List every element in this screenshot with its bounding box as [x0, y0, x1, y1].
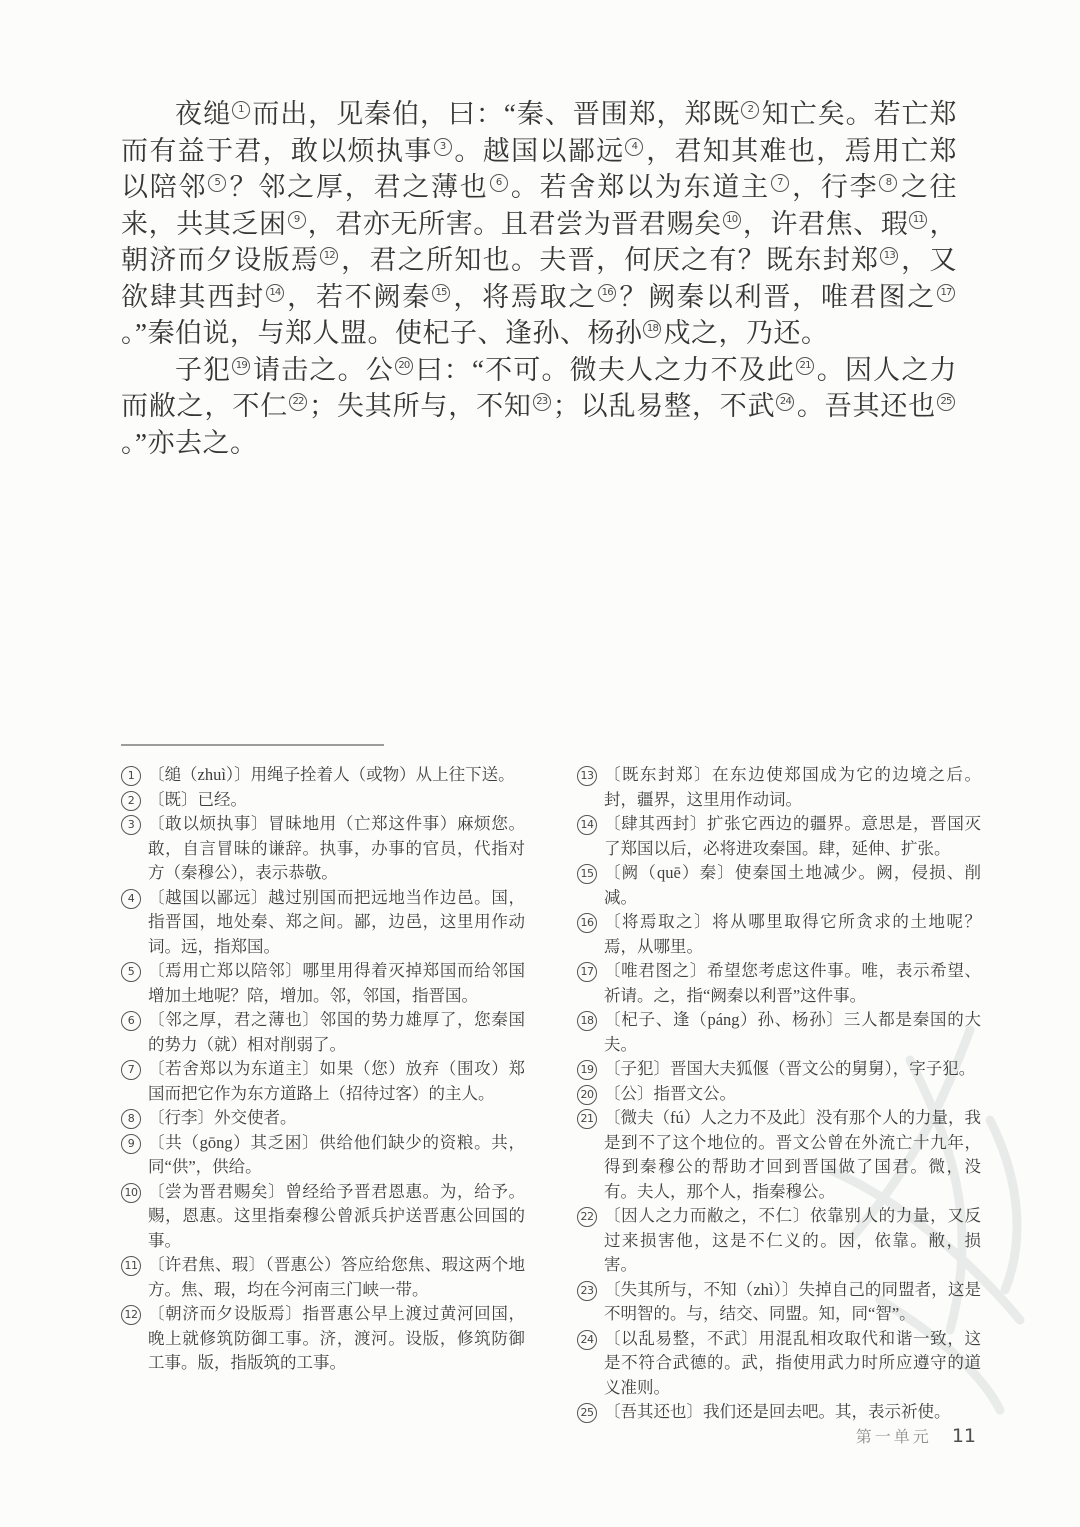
footnote-item — [121, 1057, 525, 1106]
note-ref: 18 — [643, 320, 661, 338]
text-run: 。若舍郑以为东道主 — [509, 172, 770, 202]
note-ref: 17 — [937, 284, 955, 302]
main-text-paragraph — [121, 96, 957, 352]
footnote-number: 14 — [577, 815, 597, 835]
note-ref: 2 — [741, 101, 759, 119]
note-ref: 7 — [771, 174, 789, 192]
footnote-item — [577, 1400, 981, 1425]
footnote-number: 8 — [121, 1109, 141, 1129]
footnote-text: 〔杞子、逢（páng）孙、杨孙〕三人都是秦国的大夫。 — [604, 1010, 981, 1054]
note-ref: 11 — [909, 211, 927, 229]
text-run: 夜缒 — [175, 99, 231, 129]
text-run: 。越国以鄙远 — [453, 135, 625, 166]
text-run: ，朝济而夕设版焉 — [121, 208, 958, 275]
note-ref: 21 — [796, 357, 814, 375]
footnote-text: 〔肆其西封〕扩张它西边的疆界。意思是，晋国灭了郑国以后，必将进攻秦国。肆，延伸、扩张。 — [604, 814, 981, 858]
footnote-number: 17 — [577, 962, 597, 982]
footnote-text: 〔失其所与，不知（zhì）〕失掉自己的同盟者，这是不明智的。与，结交、同盟。知，同“智”。 — [604, 1279, 981, 1323]
footnote-number: 4 — [121, 889, 141, 909]
footnote-item — [121, 1106, 525, 1131]
footnote-text: 〔行李〕外交使者。 — [148, 1108, 297, 1127]
footnote-number: 23 — [577, 1281, 597, 1301]
unit-label: 第一单元 — [855, 1429, 932, 1446]
text-run: 。”亦去之。 — [121, 427, 258, 458]
footnote-item — [121, 1302, 525, 1376]
note-ref: 12 — [320, 247, 338, 265]
text-run: ，若不阙秦 — [285, 281, 432, 312]
footnote-number: 1 — [121, 766, 141, 786]
footnote-text: 〔焉用亡郑以陪邻〕哪里用得着灭掉郑国而给邻国增加土地呢？陪，增加。邻，邻国，指晋国。 — [148, 961, 525, 1005]
text-run: ，许君焦、瑕 — [742, 208, 909, 239]
footnote-number: 15 — [577, 864, 597, 884]
footnote-number: 25 — [577, 1403, 597, 1423]
text-run: 请击之。公 — [252, 354, 394, 385]
footnote-number: 7 — [121, 1060, 141, 1080]
text-run: ，行李 — [790, 172, 879, 202]
footnote-text: 〔敢以烦执事〕冒昧地用（亡郑这件事）麻烦您。敢，自言冒昧的谦辞。执事，办事的官员，代指对方（秦穆公），表示恭敬。 — [148, 814, 525, 882]
footnote-column-left — [121, 763, 525, 1425]
footnote-item — [121, 763, 525, 788]
footnote-number: 19 — [577, 1060, 597, 1080]
footnote-number: 11 — [121, 1256, 141, 1276]
footnote-number: 21 — [577, 1109, 597, 1129]
footnote-text: 〔许君焦、瑕〕（晋惠公）答应给您焦、瑕这两个地方。焦、瑕，均在今河南三门峡一带。 — [148, 1255, 525, 1299]
main-text-paragraph — [121, 352, 957, 462]
footnote-text: 〔既东封郑〕在东边使郑国成为它的边境之后。封，疆界，这里用作动词。 — [604, 765, 981, 809]
footnote-text: 〔以乱易整，不武〕用混乱相攻取代和谐一致，这是不符合武德的。武，指使用武力时所应遵守的道义准则。 — [604, 1328, 981, 1397]
footnote-text: 〔唯君图之〕希望您考虑这件事。唯，表示希望、祈请。之，指“阙秦以利晋”这件事。 — [604, 961, 981, 1005]
page-number: 11 — [951, 1425, 976, 1447]
note-ref: 25 — [937, 393, 955, 411]
footnote-text: 〔既〕已经。 — [148, 789, 247, 809]
footnote-item — [121, 812, 525, 886]
footnote-text: 〔吾其还也〕我们还是回去吧。其，表示祈使。 — [604, 1402, 951, 1421]
text-run: 知亡矣。若亡郑而有益于君，敢以烦执事 — [121, 99, 958, 166]
note-ref: 5 — [208, 174, 226, 192]
note-ref: 16 — [598, 284, 616, 302]
footnote-text: 〔将焉取之〕将从哪里取得它所贪求的土地呢？焉，从哪里。 — [604, 912, 981, 956]
footnote-number: 6 — [121, 1011, 141, 1031]
page-footer — [856, 1424, 976, 1447]
footnote-item — [577, 1278, 981, 1327]
footnote-number: 20 — [577, 1085, 597, 1105]
footnote-number: 5 — [121, 962, 141, 982]
footnote-item — [577, 1204, 981, 1278]
footnote-number: 12 — [121, 1305, 141, 1325]
footnote-number: 3 — [121, 815, 141, 835]
footnote-number: 10 — [121, 1183, 141, 1203]
footnote-text: 〔因人之力而敝之，不仁〕依靠别人的力量，又反过来损害他，这是不仁义的。因，依靠。敝，损害。 — [604, 1206, 981, 1274]
footnote-item — [577, 1057, 981, 1082]
text-run: ？邻之厚，君之薄也 — [228, 172, 489, 202]
text-run: 。吾其还也 — [796, 391, 937, 421]
text-run: ？阙秦以利晋，唯君图之 — [618, 281, 937, 312]
note-ref: 19 — [232, 357, 250, 375]
note-ref: 20 — [395, 357, 413, 375]
text-run: ，君知其难也，焉用亡郑以陪邻 — [121, 135, 958, 202]
footnote-number: 9 — [121, 1134, 141, 1154]
footnote-text: 〔子犯〕晋国大夫狐偃（晋文公的舅舅），字子犯。 — [604, 1059, 976, 1078]
footnote-divider — [121, 744, 384, 746]
footnote-item — [577, 1106, 981, 1204]
note-ref: 14 — [266, 284, 284, 302]
note-ref: 9 — [288, 211, 306, 229]
text-run: ；以乱易整，不武 — [552, 391, 776, 421]
text-run: 戍之，乃还。 — [663, 318, 829, 348]
note-ref: 6 — [490, 174, 508, 192]
text-run: 而出，见秦伯，曰：“秦、晋围郑，郑既 — [251, 99, 741, 129]
text-run: 。因人之力而敝之，不仁 — [121, 354, 958, 421]
footnote-text: 〔微夫（fú）人之力不及此〕没有那个人的力量，我是到不了这个地位的。晋文公曾在外流亡十九年，得到秦穆公的帮助才回到晋国做了国君。微，没有。夫人，那个人，指秦穆公。 — [604, 1108, 981, 1201]
note-ref: 1 — [232, 101, 250, 119]
note-ref: 15 — [432, 284, 450, 302]
text-run: ，将焉取之 — [452, 281, 598, 312]
footnote-item — [577, 1082, 981, 1107]
footnote-item — [577, 1008, 981, 1057]
note-ref: 22 — [289, 393, 307, 411]
footnote-item — [121, 959, 525, 1008]
footnotes — [121, 763, 981, 1425]
note-ref: 13 — [880, 247, 898, 265]
note-ref: 4 — [625, 138, 643, 156]
footnote-item — [577, 763, 981, 812]
footnote-text: 〔邻之厚，君之薄也〕邻国的势力雄厚了，您秦国的势力（就）相对削弱了。 — [148, 1010, 525, 1054]
text-run: 子犯 — [175, 354, 232, 385]
text-run: 曰：“不可。微夫人之力不及此 — [414, 354, 796, 385]
footnote-text: 〔公〕指晋文公。 — [604, 1083, 736, 1103]
footnote-item — [121, 1131, 525, 1180]
text-run: 之往来，共其乏困 — [121, 172, 958, 239]
text-run: ，君亦无所害。且君尝为晋君赐矣 — [307, 208, 722, 239]
footnote-item — [121, 1180, 525, 1254]
footnote-item — [577, 910, 981, 959]
footnote-text: 〔尝为晋君赐矣〕曾经给予晋君恩惠。为，给予。赐，恩惠。这里指秦穆公曾派兵护送晋惠公回国的事。 — [148, 1181, 525, 1250]
note-ref: 3 — [434, 138, 452, 156]
footnote-column-right — [577, 763, 981, 1425]
footnote-number: 13 — [577, 766, 597, 786]
footnote-text: 〔朝济而夕设版焉〕指晋惠公早上渡过黄河回国，晚上就修筑防御工事。济，渡河。设版，修筑防御工事。版，指版筑的工事。 — [148, 1304, 525, 1372]
footnote-text: 〔阙（quē）秦〕使秦国土地减少。阙，侵损、削减。 — [604, 863, 981, 907]
footnote-item — [121, 1008, 525, 1057]
text-run: ；失其所与，不知 — [309, 391, 532, 421]
footnote-item — [577, 1327, 981, 1401]
footnote-item — [577, 861, 981, 910]
footnote-item — [121, 788, 525, 813]
note-ref: 24 — [776, 393, 794, 411]
note-ref: 8 — [879, 174, 897, 192]
text-run: 。”秦伯说，与郑人盟。使杞子、逢孙、杨孙 — [121, 318, 643, 348]
text-run: ，又欲肆其西封 — [121, 245, 958, 312]
footnote-number: 18 — [577, 1011, 597, 1031]
main-text — [121, 96, 957, 461]
footnote-text: 〔共（gōng）其乏困〕供给他们缺少的资粮。共，同“供”，供给。 — [148, 1132, 525, 1176]
footnote-number: 24 — [577, 1330, 597, 1350]
footnote-text: 〔越国以鄙远〕越过别国而把远地当作边邑。国，指晋国，地处秦、郑之间。鄙，边邑，这里用作动词。远，指郑国。 — [148, 887, 525, 956]
footnote-item — [577, 812, 981, 861]
footnote-text: 〔若舍郑以为东道主〕如果（您）放弃（围攻）郑国而把它作为东方道路上（招待过客）的主人。 — [148, 1059, 525, 1103]
footnote-text: 〔缒（zhuì）〕用绳子拴着人（或物）从上往下送。 — [148, 765, 515, 784]
footnote-number: 16 — [577, 913, 597, 933]
footnote-number: 22 — [577, 1207, 597, 1227]
text-run: ，君之所知也。夫晋，何厌之有？既东封郑 — [340, 245, 880, 275]
footnote-item — [121, 1253, 525, 1302]
footnote-item — [121, 886, 525, 960]
note-ref: 10 — [723, 211, 741, 229]
footnote-item — [577, 959, 981, 1008]
note-ref: 23 — [533, 393, 551, 411]
footnote-number: 2 — [121, 791, 141, 811]
